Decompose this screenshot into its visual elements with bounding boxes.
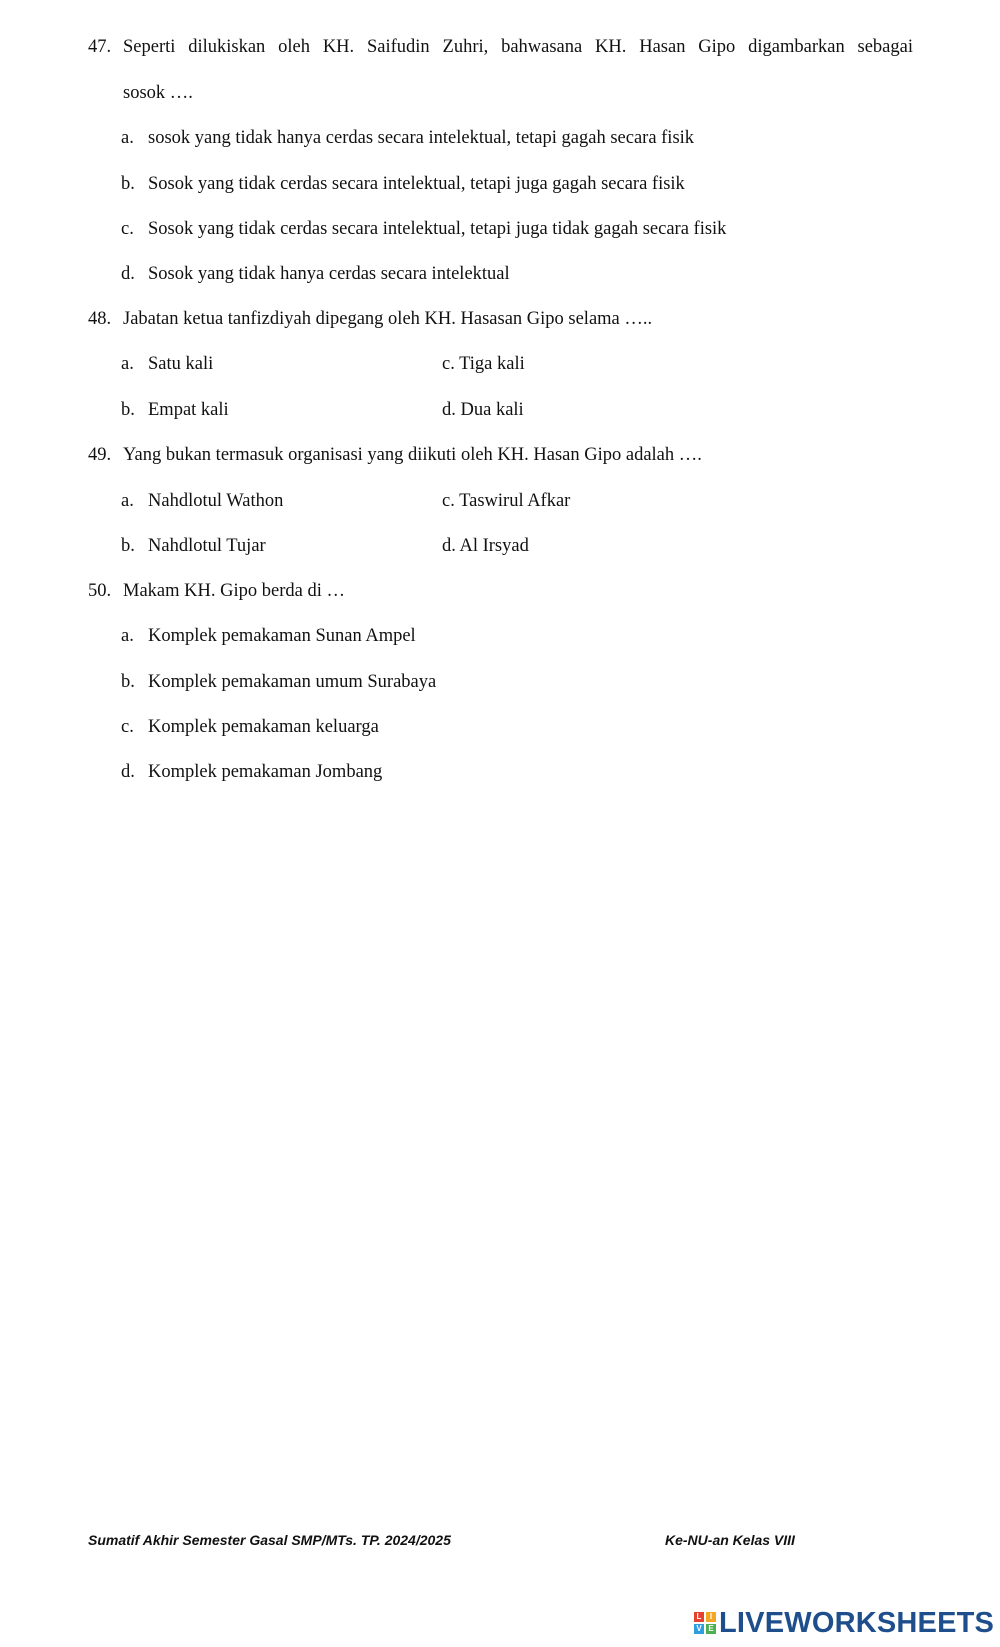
option-letter: d. (121, 762, 135, 782)
option-48-d[interactable]: d. Dua kali (442, 400, 524, 420)
option-letter: d. (121, 264, 135, 284)
option-text: Komplek pemakaman umum Surabaya (148, 672, 437, 692)
option-letter: b. (121, 672, 135, 692)
brand-wordmark: LIVEWORKSHEETS (719, 1607, 995, 1639)
option-49-b[interactable]: Nahdlotul Tujar (148, 536, 266, 556)
option-text: Komplek pemakaman Jombang (148, 762, 383, 782)
question-text: Jabatan ketua tanfizdiyah dipegang oleh KH. Hasasan Gipo selama ….. (123, 309, 653, 329)
option-letter: a. (121, 491, 134, 511)
logo-tile: I (706, 1612, 716, 1622)
option-text: Komplek pemakaman Sunan Ampel (148, 626, 416, 646)
liveworksheets-brand (694, 1606, 994, 1640)
logo-tile: L (694, 1612, 704, 1622)
logo-tile: V (694, 1624, 704, 1634)
question-text: Makam KH. Gipo berda di … (123, 581, 345, 601)
option-text: Sosok yang tidak hanya cerdas secara intelektual (148, 264, 510, 284)
question-number: 48. (88, 309, 112, 329)
option-text: Sosok yang tidak cerdas secara intelektual, tetapi juga gagah secara fisik (148, 174, 685, 194)
liveworksheets-logo-icon (694, 1612, 716, 1634)
question-text: Yang bukan termasuk organisasi yang diikuti oleh KH. Hasan Gipo adalah …. (123, 445, 702, 465)
question-number: 50. (88, 581, 112, 601)
option-letter: a. (121, 128, 134, 148)
option-letter: c. (121, 717, 134, 737)
question-number: 49. (88, 445, 112, 465)
option-letter: b. (121, 536, 135, 556)
option-text: sosok yang tidak hanya cerdas secara intelektual, tetapi gagah secara fisik (148, 128, 695, 148)
option-letter: c. (121, 219, 134, 239)
option-text: Sosok yang tidak cerdas secara intelektual, tetapi juga tidak gagah secara fisik (148, 219, 727, 239)
question-text-continued: sosok …. (123, 83, 193, 103)
option-48-a[interactable]: Satu kali (148, 354, 214, 374)
logo-tile: E (706, 1624, 716, 1634)
option-49-d[interactable]: d. Al Irsyad (442, 536, 529, 556)
footer-exam-title: Sumatif Akhir Semester Gasal SMP/MTs. TP. 2024/2025 (88, 1532, 451, 1548)
question-text: Seperti dilukiskan oleh KH. Saifudin Zuhri, bahwasana KH. Hasan Gipo digambarkan sebagai (123, 37, 913, 57)
option-letter: b. (121, 174, 135, 194)
option-48-b[interactable]: Empat kali (148, 400, 229, 420)
option-letter: b. (121, 400, 135, 420)
option-letter: a. (121, 354, 134, 374)
option-text: Komplek pemakaman keluarga (148, 717, 379, 737)
question-number: 47. (88, 37, 112, 57)
option-49-c[interactable]: c. Taswirul Afkar (442, 491, 571, 511)
option-49-a[interactable]: Nahdlotul Wathon (148, 491, 284, 511)
footer-subject: Ke-NU-an Kelas VIII (665, 1532, 795, 1548)
option-48-c[interactable]: c. Tiga kali (442, 354, 525, 374)
option-letter: a. (121, 626, 134, 646)
